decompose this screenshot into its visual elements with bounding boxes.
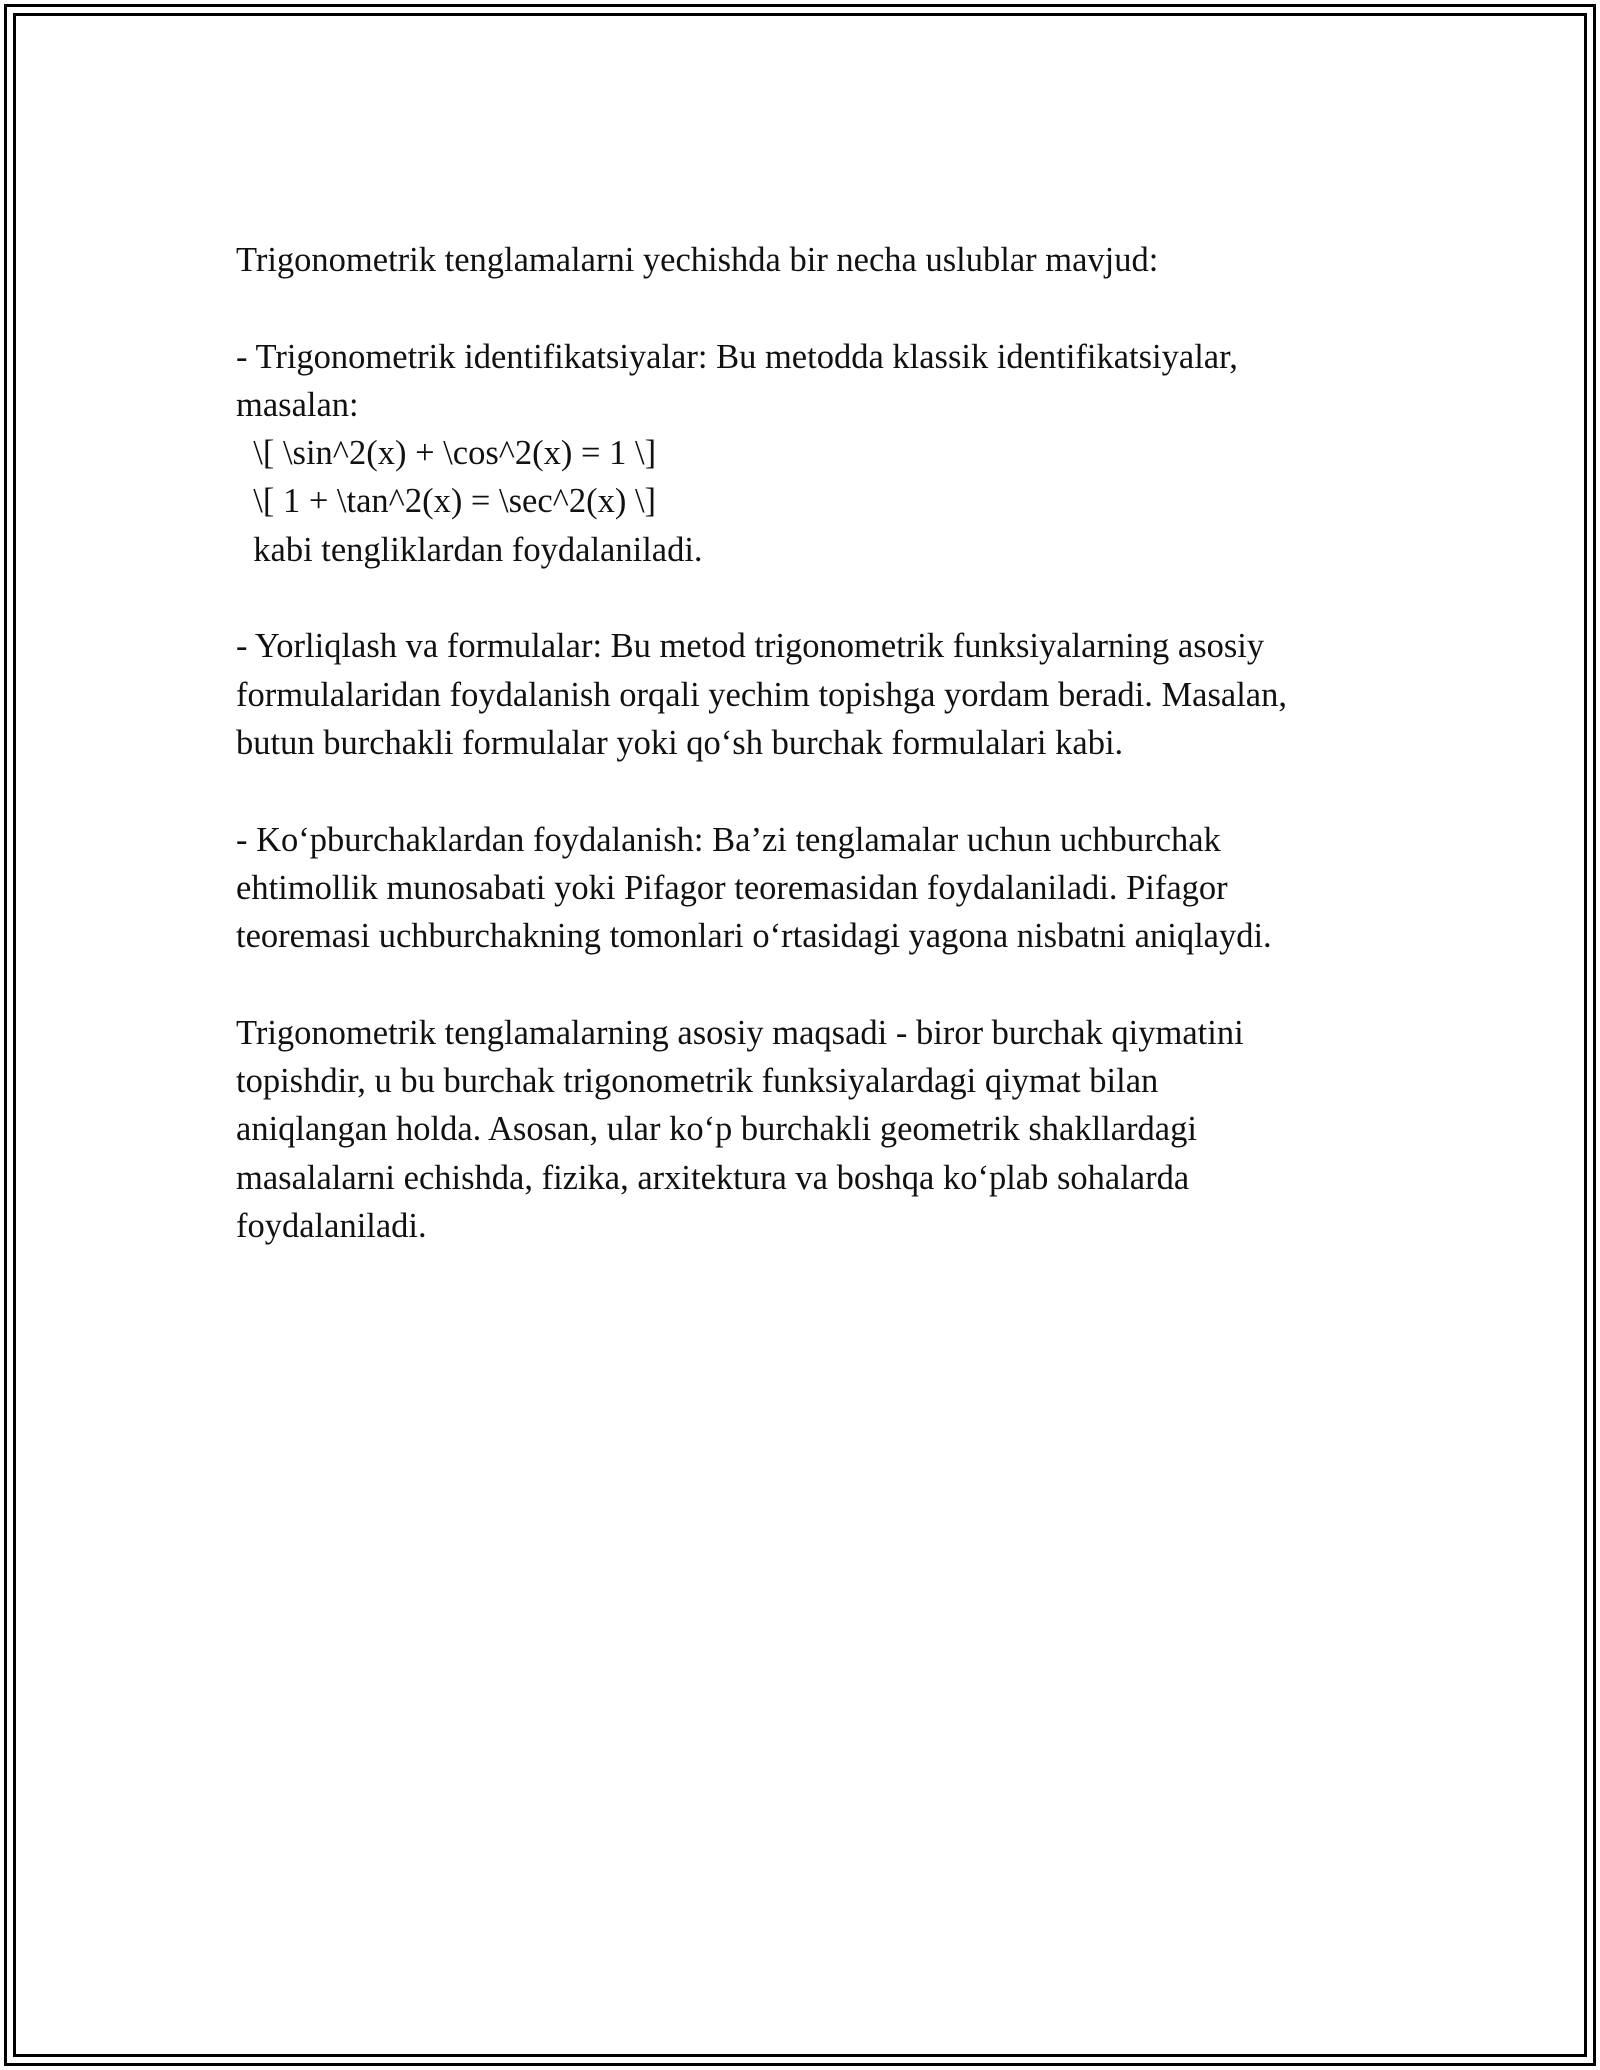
conclusion-line-5: foydalaniladi. [236, 1206, 427, 1245]
section2-line-1: - Yorliqlash va formulalar: Bu metod trigonometrik funksiyalarning asosiy [236, 627, 1265, 666]
section1-line-2: masalan: [236, 385, 359, 424]
section3-line-1: - Ko‘pburchaklardan foydalanish: Ba’zi tenglamalar uchun uchburchak [236, 820, 1221, 859]
paragraph-gap [236, 960, 1366, 1008]
section1-line-5: kabi tengliklardan foydalaniladi. [236, 530, 703, 569]
paragraph-gap [236, 767, 1366, 815]
document-body [236, 236, 1366, 1250]
conclusion-line-1: Trigonometrik tenglamalarning asosiy maqsadi - biror burchak qiymatini [236, 1013, 1244, 1052]
section2-line-2: formulalaridan foydalanish orqali yechim topishga yordam beradi. Masalan, [236, 675, 1287, 714]
section3-line-3: teoremasi uchburchakning tomonlari o‘rtasidagi yagona nisbatni aniqlaydi. [236, 917, 1272, 956]
formula-pythagorean-identity: \[ \sin^2(x) + \cos^2(x) = 1 \] [236, 434, 657, 473]
conclusion-line-4: masalalarni echishda, fizika, arxitektura va boshqa ko‘plab sohalarda [236, 1158, 1190, 1197]
section-trig-identities [236, 333, 1366, 574]
section1-line-1: - Trigonometrik identifikatsiyalar: Bu metodda klassik identifikatsiyalar, [236, 337, 1238, 376]
conclusion-line-2: topishdir, u bu burchak trigonometrik funksiyalardagi qiymat bilan [236, 1062, 1159, 1101]
section-polygons [236, 816, 1366, 961]
section-formulas [236, 622, 1366, 767]
paragraph-gap [236, 574, 1366, 622]
formula-tan-sec-identity: \[ 1 + \tan^2(x) = \sec^2(x) \] [236, 482, 657, 521]
section2-line-3: butun burchakli formulalar yoki qo‘sh burchak formulalari kabi. [236, 723, 1124, 762]
conclusion-line-3: aniqlangan holda. Asosan, ular ko‘p burchakli geometrik shakllardagi [236, 1110, 1197, 1149]
paragraph-gap [236, 284, 1366, 332]
section3-line-2: ehtimollik munosabati yoki Pifagor teoremasidan foydalaniladi. Pifagor [236, 868, 1228, 907]
conclusion-paragraph [236, 1009, 1366, 1250]
intro-paragraph: Trigonometrik tenglamalarni yechishda bir necha uslublar mavjud: [236, 241, 1159, 279]
